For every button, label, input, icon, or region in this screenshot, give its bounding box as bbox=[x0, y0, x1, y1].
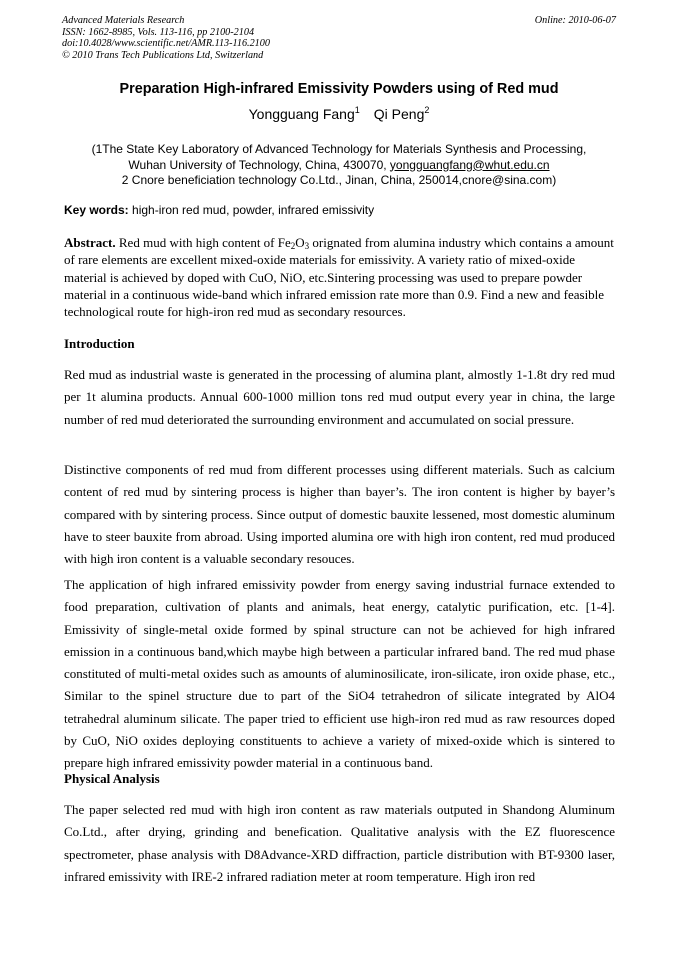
abstract-label: Abstract. bbox=[64, 235, 116, 250]
subscript: 3 bbox=[304, 241, 310, 251]
copyright-line: © 2010 Trans Tech Publications Ltd, Switzerland bbox=[62, 49, 264, 61]
online-date: Online: 2010-06-07 bbox=[534, 15, 616, 26]
issn-line: ISSN: 1662-8985, Vols. 113-116, pp 2100-2104 bbox=[62, 26, 255, 38]
paper-title: Preparation High-infrared Emissivity Powders using of Red mud bbox=[119, 81, 559, 97]
abstract-text: O bbox=[295, 235, 305, 250]
abstract-text: orignated from alumina industry which contains a amount of rare elements are excellent mixed-oxide materials for emissivity. A variety ratio of mixed-oxide material is achieved by doped with CuO, NiO, etc.Sintering processing was used to prepare powder material in a continuous wide-band which infrared emission rate more than 0.9. Find a new and feasible technological route for high-iron red mud as secondary resources. bbox=[64, 235, 614, 320]
affiliations bbox=[0, 142, 678, 189]
paragraph: Red mud as industrial waste is generated in the processing of alumina plant, almostly 1-1.8t dry red mud per 1t alumina products. Annual 600-1000 million tons red mud output every year in china, the large number of red mud deteriorated the surrounding environment and accumulated on social pressure. bbox=[64, 367, 615, 427]
paragraph: The application of high infrared emissivity powder from energy saving industrial furnace extended to food preparation, cultivation of plants and animals, heat energy, catalytic purification, etc. [1-4]. Emissivity of single-metal oxide formed by spinal structure can not be achieved for high infrared emission in a continuous band,which maybe high between a particular infrared band. The red mud phase constituted of multi-metal oxides such as amounts of aluminosilicate, iron-silicate, iron oxide phase, etc., Similar to the spinel structure due to part of the SiO4 tetrahedron of silicate integrated by AlO4 tetrahedral aluminum silicate. The paper tried to efficient use high-iron red mud as raw resources doped by CuO, NiO oxides deploying constituents to achieve a variety of mixed-oxide which is sintered to prepare high infrared emissivity powder material in a continuous band. bbox=[64, 577, 615, 771]
section-heading-introduction: Introduction bbox=[64, 336, 135, 351]
author-name: Yongguang Fang bbox=[248, 106, 355, 122]
author-list bbox=[0, 105, 678, 123]
abstract bbox=[64, 234, 615, 320]
keywords-label: Key words: bbox=[64, 203, 129, 217]
author-name: Qi Peng bbox=[373, 106, 425, 122]
journal-header bbox=[62, 15, 616, 61]
affiliation-text: Wuhan University of Technology, China, 430070, bbox=[128, 157, 390, 172]
section-heading-physical-analysis: Physical Analysis bbox=[64, 771, 160, 786]
paragraph: The paper selected red mud with high iron content as raw materials outputed in Shandong Aluminum Co.Ltd., after drying, grinding and benefication. Qualitative analysis with the EZ fluorescence spectrometer, phase analysis with D8Advance-XRD diffraction, particle distribution with BT-9300 laser, infrared emissivity with IRE-2 infrared radiation meter at room temperature. High iron red bbox=[64, 802, 615, 884]
author-affiliation-mark: 1 bbox=[354, 105, 360, 115]
affiliation-line: (1The State Key Laboratory of Advanced Technology for Materials Synthesis and Processing, bbox=[91, 142, 587, 156]
paragraph: Distinctive components of red mud from different processes using different materials. Such as calcium content of red mud by sintering process is higher than bayer’s. The iron content is higher by bayer’s compared with by sintering process. Since output of domestic bauxite lessened, most domestic aluminum have to steer bauxite from abroad. Using imported alumina ore with high iron content, red mud produced with high iron content is a valuable secondary resouces. bbox=[64, 462, 615, 567]
abstract-text: Red mud with high content of Fe bbox=[115, 235, 291, 250]
affiliation-line bbox=[0, 158, 678, 174]
doi-line: doi:10.4028/www.scientific.net/AMR.113-116.2100 bbox=[62, 38, 270, 49]
journal-name: Advanced Materials Research bbox=[62, 15, 185, 26]
subscript: 2 bbox=[290, 241, 296, 251]
keywords-text: high-iron red mud, powder, infrared emissivity bbox=[128, 203, 375, 217]
author-email-link[interactable]: yongguangfang@whut.edu.cn bbox=[389, 157, 550, 172]
affiliation-line: 2 Cnore beneficiation technology Co.Ltd., Jinan, China, 250014,cnore@sina.com) bbox=[121, 173, 557, 187]
author-affiliation-mark: 2 bbox=[424, 105, 430, 115]
keywords bbox=[64, 203, 624, 218]
